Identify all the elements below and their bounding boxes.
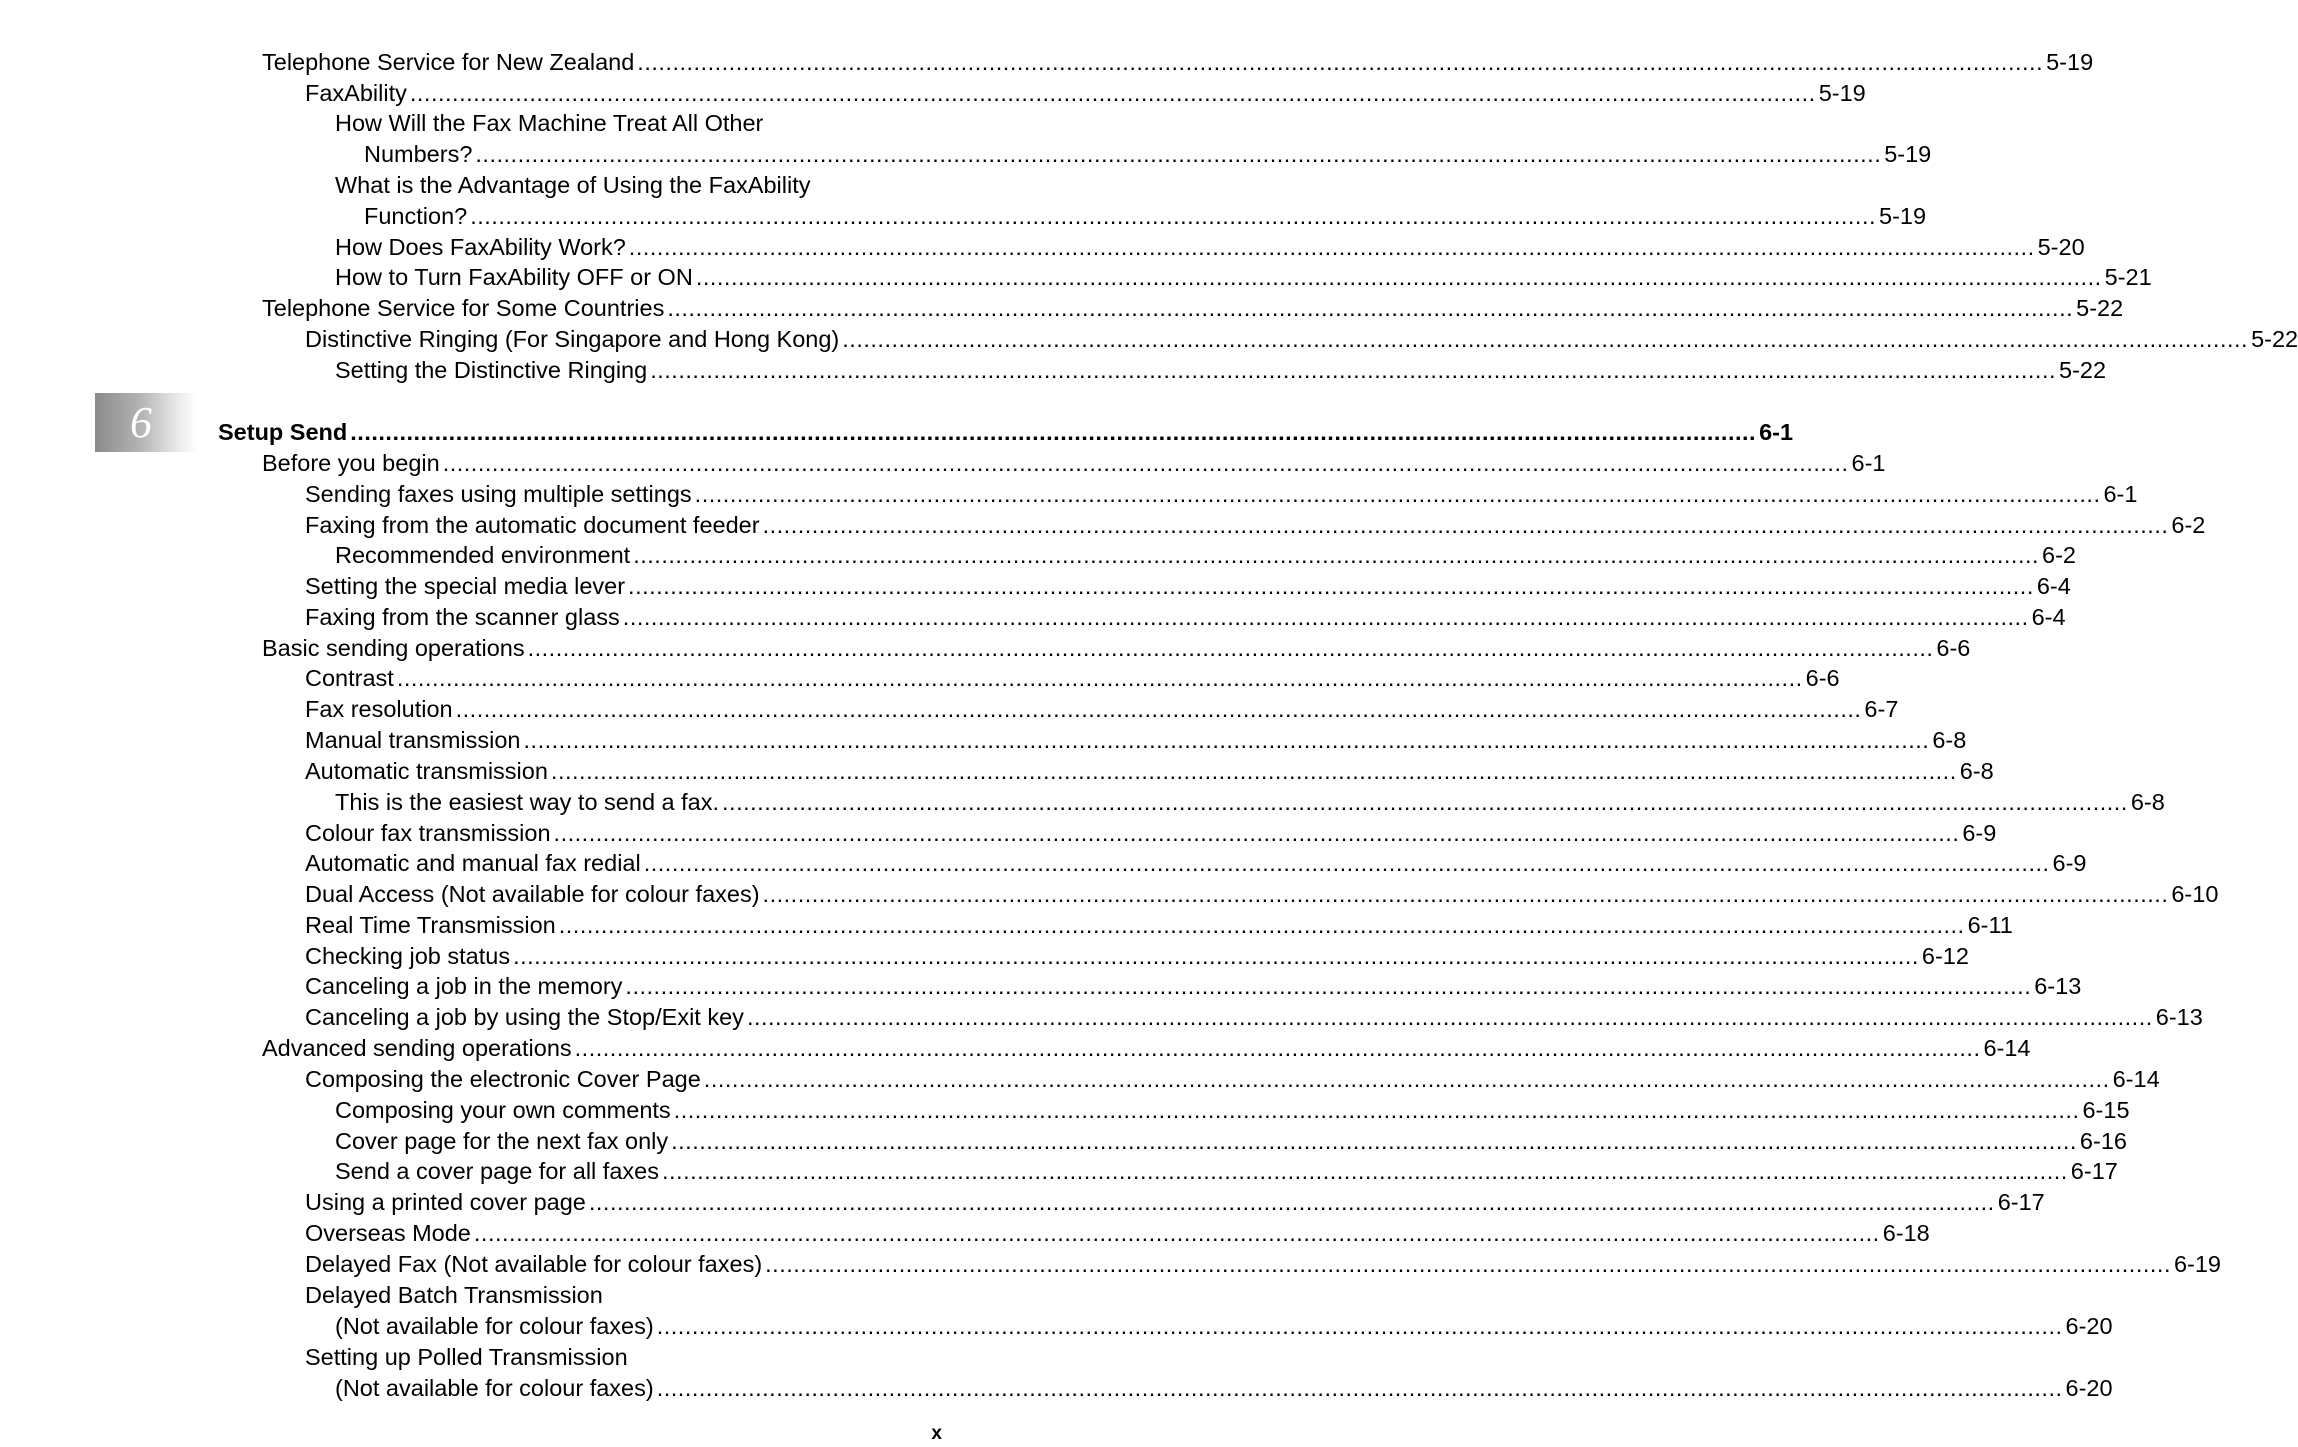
toc-entry-title: Automatic transmission <box>305 758 548 784</box>
toc-entry-page: 6-18 <box>1882 1220 1930 1246</box>
dot-leader: ........................................................................................................................................................................................................ <box>628 234 2035 260</box>
dot-leader: ........................................................................................................................................................................................................ <box>553 820 1960 846</box>
toc-entry-page: 6-15 <box>2082 1097 2130 1123</box>
toc-entry-title[interactable]: Setting up Polled Transmission <box>305 1344 628 1370</box>
toc-chapter-title: Setup Send <box>218 419 348 445</box>
toc-entry-page: 6-8 <box>1932 727 1967 753</box>
toc-entry-page: 6-13 <box>2034 973 2082 999</box>
toc-entry[interactable] <box>305 878 2219 910</box>
toc-entry[interactable] <box>262 1032 2031 1064</box>
toc-entry-page: 6-9 <box>2052 850 2087 876</box>
toc-entry[interactable] <box>305 1001 2203 1033</box>
toc-entry-title[interactable]: How Will the Fax Machine Treat All Other <box>335 110 764 136</box>
toc-entry[interactable] <box>262 632 1971 664</box>
toc-entry[interactable] <box>335 231 2085 263</box>
dot-leader: ........................................................................................................................................................................................................ <box>703 1066 2110 1092</box>
dot-leader: ........................................................................................................................................................................................................ <box>628 573 2034 599</box>
toc-entry[interactable] <box>262 447 1886 479</box>
dot-leader: ........................................................................................................................................................................................................ <box>661 1158 2068 1184</box>
toc-entry[interactable] <box>335 1125 2127 1157</box>
dot-leader: ........................................................................................................................................................................................................ <box>656 1313 2063 1339</box>
toc-entry-title: Faxing from the automatic document feeder <box>305 512 760 538</box>
toc-entry-page: 6-8 <box>2130 789 2165 815</box>
toc-entry-page: 6-2 <box>2042 542 2076 568</box>
dot-leader: ........................................................................................................................................................................................................ <box>667 295 2074 321</box>
toc-entry-title: Automatic and manual fax redial <box>305 850 641 876</box>
toc-entry-page: 5-21 <box>2104 264 2152 290</box>
toc-entry-page: 5-19 <box>1884 141 1932 167</box>
toc-entry[interactable] <box>335 354 2107 386</box>
toc-entry-title: Fax resolution <box>305 696 453 722</box>
toc-entry[interactable] <box>305 940 1969 972</box>
toc-entry[interactable] <box>305 909 2013 941</box>
toc-entry-title-continued: (Not available for colour faxes) <box>335 1375 654 1401</box>
toc-entry[interactable] <box>335 1094 2130 1126</box>
dot-leader: ........................................................................................................................................................................................................ <box>762 881 2169 907</box>
toc-entry[interactable] <box>305 662 1840 694</box>
toc-entry[interactable] <box>305 601 2066 633</box>
dot-leader: ........................................................................................................................................................................................................ <box>550 758 1957 784</box>
toc-entry-title: Advanced sending operations <box>262 1035 572 1061</box>
toc-entry-page: 5-19 <box>1879 203 1927 229</box>
toc-entry-page: 6-1 <box>1759 419 1794 445</box>
toc-entry[interactable] <box>305 570 2071 602</box>
toc-entry-title: Real Time Transmission <box>305 912 556 938</box>
toc-entry-page: 6-12 <box>1921 943 1969 969</box>
toc-entry-page: 6-7 <box>1864 696 1899 722</box>
dot-leader: ........................................................................................................................................................................................................ <box>625 973 2032 999</box>
toc-entry-page: 6-4 <box>2031 604 2066 630</box>
toc-entry-page: 6-10 <box>2171 881 2219 907</box>
toc-entry-title: Overseas Mode <box>305 1220 471 1246</box>
toc-entry-title: Basic sending operations <box>262 635 525 661</box>
toc-entry-title: Manual transmission <box>305 727 521 753</box>
toc-entry[interactable] <box>305 77 1866 109</box>
toc-entry-title: Setting the special media lever <box>305 573 626 599</box>
dot-leader: ........................................................................................................................................................................................................ <box>455 696 1862 722</box>
toc-entry-page: 6-20 <box>2065 1313 2113 1339</box>
toc-entry-page: 6-19 <box>2173 1251 2222 1277</box>
toc-chapter-entry[interactable] <box>218 416 1794 448</box>
toc-entry-title: Using a printed cover page <box>305 1189 586 1215</box>
dot-leader: ........................................................................................................................................................................................................ <box>694 481 2101 507</box>
toc-entry-page: 6-8 <box>1959 758 1994 784</box>
toc-entry-title: Telephone Service for New Zealand <box>262 49 635 75</box>
toc-entry[interactable] <box>305 1217 1930 1249</box>
toc-entry-title: Composing your own comments <box>335 1097 671 1123</box>
toc-entry-title: Distinctive Ringing (For Singapore and Hong Kong) <box>305 326 840 352</box>
toc-entry[interactable] <box>335 261 2152 293</box>
toc-entry[interactable] <box>262 46 2094 78</box>
dot-leader: ........................................................................................................................................................................................................ <box>470 203 1877 229</box>
toc-entry-title: Send a cover page for all faxes <box>335 1158 659 1184</box>
dot-leader: ........................................................................................................................................................................................................ <box>746 1004 2153 1030</box>
toc-entry-page: 6-14 <box>2112 1066 2160 1092</box>
chapter-number: 6 <box>130 398 152 447</box>
toc-entry[interactable] <box>364 200 1927 232</box>
toc-entry[interactable] <box>335 786 2165 818</box>
toc-entry-title: How to Turn FaxAbility OFF or ON <box>335 264 693 290</box>
toc-entry-page: 6-9 <box>1962 820 1997 846</box>
page-number: x <box>931 1423 942 1444</box>
toc-entry-page: 6-4 <box>2036 573 2071 599</box>
toc-entry-title: Canceling a job by using the Stop/Exit key <box>305 1004 744 1030</box>
toc-entry[interactable] <box>305 1248 2222 1280</box>
toc-entry[interactable] <box>305 509 2206 541</box>
toc-entry-title: Sending faxes using multiple settings <box>305 481 692 507</box>
dot-leader: ........................................................................................................................................................................................................ <box>442 450 1849 476</box>
toc-entry-title-continued: Function? <box>364 203 468 229</box>
toc-entry-page: 5-22 <box>2059 357 2107 383</box>
toc-entry-page: 6-13 <box>2155 1004 2203 1030</box>
toc-entry[interactable] <box>305 323 2298 355</box>
dot-leader: ........................................................................................................................................................................................................ <box>762 512 2169 538</box>
toc-entry-page: 5-22 <box>2076 295 2124 321</box>
toc-entry-page: 6-20 <box>2065 1375 2113 1401</box>
dot-leader: ........................................................................................................................................................................................................ <box>473 1220 1880 1246</box>
toc-entry-title: Delayed Fax (Not available for colour faxes) <box>305 1251 763 1277</box>
toc-entry[interactable] <box>305 693 1899 725</box>
toc-entry[interactable] <box>305 1063 2160 1095</box>
toc-entry[interactable] <box>305 478 2138 510</box>
toc-entry-page: 5-19 <box>2046 49 2094 75</box>
toc-entry-title-continued: (Not available for colour faxes) <box>335 1313 654 1339</box>
toc-entry[interactable] <box>335 1372 2113 1404</box>
dot-leader: ........................................................................................................................................................................................................ <box>574 1035 1981 1061</box>
toc-entry[interactable] <box>335 539 2076 571</box>
toc-entry-page: 6-6 <box>1936 635 1971 661</box>
toc-entry-page: 6-17 <box>2070 1158 2118 1184</box>
dot-leader: ........................................................................................................................................................................................................ <box>765 1251 2171 1277</box>
toc-entry-title: Colour fax transmission <box>305 820 551 846</box>
toc-entry-title: Dual Access (Not available for colour faxes) <box>305 881 760 907</box>
toc-entry-page: 5-19 <box>1818 80 1866 106</box>
toc-entry-page: 6-1 <box>1851 450 1886 476</box>
toc-entry-title[interactable]: Delayed Batch Transmission <box>305 1282 603 1308</box>
toc-entry-title: FaxAbility <box>305 80 407 106</box>
dot-leader: ........................................................................................................................................................................................................ <box>650 357 2057 383</box>
dot-leader: ........................................................................................................................................................................................................ <box>643 850 2050 876</box>
toc-entry[interactable] <box>305 724 1967 756</box>
dot-leader: ........................................................................................................................................................................................................ <box>722 789 2128 815</box>
toc-entry-title: Cover page for the next fax only <box>335 1128 669 1154</box>
dot-leader: ........................................................................................................................................................................................................ <box>673 1097 2080 1123</box>
toc-entry[interactable] <box>305 970 2082 1002</box>
toc-entry-title: Faxing from the scanner glass <box>305 604 620 630</box>
dot-leader: ........................................................................................................................................................................................................ <box>622 604 2029 630</box>
dot-leader: ........................................................................................................................................................................................................ <box>671 1128 2077 1154</box>
toc-entry[interactable] <box>335 1310 2113 1342</box>
toc-entry-title[interactable]: What is the Advantage of Using the FaxAbility <box>335 172 811 198</box>
dot-leader: ........................................................................................................................................................................................................ <box>409 80 1816 106</box>
toc-entry-page: 6-11 <box>1967 912 2013 938</box>
dot-leader: ........................................................................................................................................................................................................ <box>513 943 1919 969</box>
toc-entry-title: Before you begin <box>262 450 440 476</box>
dot-leader: ........................................................................................................................................................................................................ <box>523 727 1930 753</box>
toc-entry[interactable] <box>364 138 1932 170</box>
dot-leader: ........................................................................................................................................................................................................ <box>633 542 2040 568</box>
chapter-tab <box>95 393 197 452</box>
dot-leader: ........................................................................................................................................................................................................ <box>475 141 1882 167</box>
dot-leader: ........................................................................................................................................................................................................ <box>527 635 1934 661</box>
dot-leader: ........................................................................................................................................................................................................ <box>695 264 2102 290</box>
toc-entry-page: 6-6 <box>1805 665 1840 691</box>
toc-entry[interactable] <box>305 817 1997 849</box>
toc-entry-page: 6-2 <box>2171 512 2206 538</box>
toc-entry-title: Composing the electronic Cover Page <box>305 1066 701 1092</box>
dot-leader: ........................................................................................................................................................................................................ <box>637 49 2044 75</box>
toc-entry-page: 6-1 <box>2103 481 2138 507</box>
toc-entry-page: 6-16 <box>2079 1128 2127 1154</box>
toc-entry-title: Contrast <box>305 665 394 691</box>
dot-leader: ........................................................................................................................................................................................................ <box>350 419 1757 445</box>
toc-entry-page: 5-20 <box>2037 234 2085 260</box>
toc-entry-page: 5-22 <box>2251 326 2298 352</box>
toc-entry-page: 6-17 <box>1997 1189 2045 1215</box>
toc-entry-title: Checking job status <box>305 943 511 969</box>
toc-entry-page: 6-14 <box>1983 1035 2031 1061</box>
dot-leader: ........................................................................................................................................................................................................ <box>558 912 1965 938</box>
toc-entry[interactable] <box>262 292 2124 324</box>
toc-entry[interactable] <box>305 847 2087 879</box>
toc-entry[interactable] <box>335 1155 2118 1187</box>
dot-leader: ........................................................................................................................................................................................................ <box>842 326 2249 352</box>
dot-leader: ........................................................................................................................................................................................................ <box>656 1375 2063 1401</box>
toc-entry-title: Telephone Service for Some Countries <box>262 295 665 321</box>
toc-entry-title: Recommended environment <box>335 542 631 568</box>
toc-entry-title-continued: Numbers? <box>364 141 473 167</box>
toc-entry[interactable] <box>305 1186 2045 1218</box>
toc-entry-title: Setting the Distinctive Ringing <box>335 357 648 383</box>
toc-entry-title: Canceling a job in the memory <box>305 973 623 999</box>
dot-leader: ........................................................................................................................................................................................................ <box>588 1189 1995 1215</box>
toc-entry-title: How Does FaxAbility Work? <box>335 234 626 260</box>
dot-leader: ........................................................................................................................................................................................................ <box>396 665 1803 691</box>
toc-entry-title: This is the easiest way to send a fax. <box>335 789 720 815</box>
toc-entry[interactable] <box>305 755 1994 787</box>
